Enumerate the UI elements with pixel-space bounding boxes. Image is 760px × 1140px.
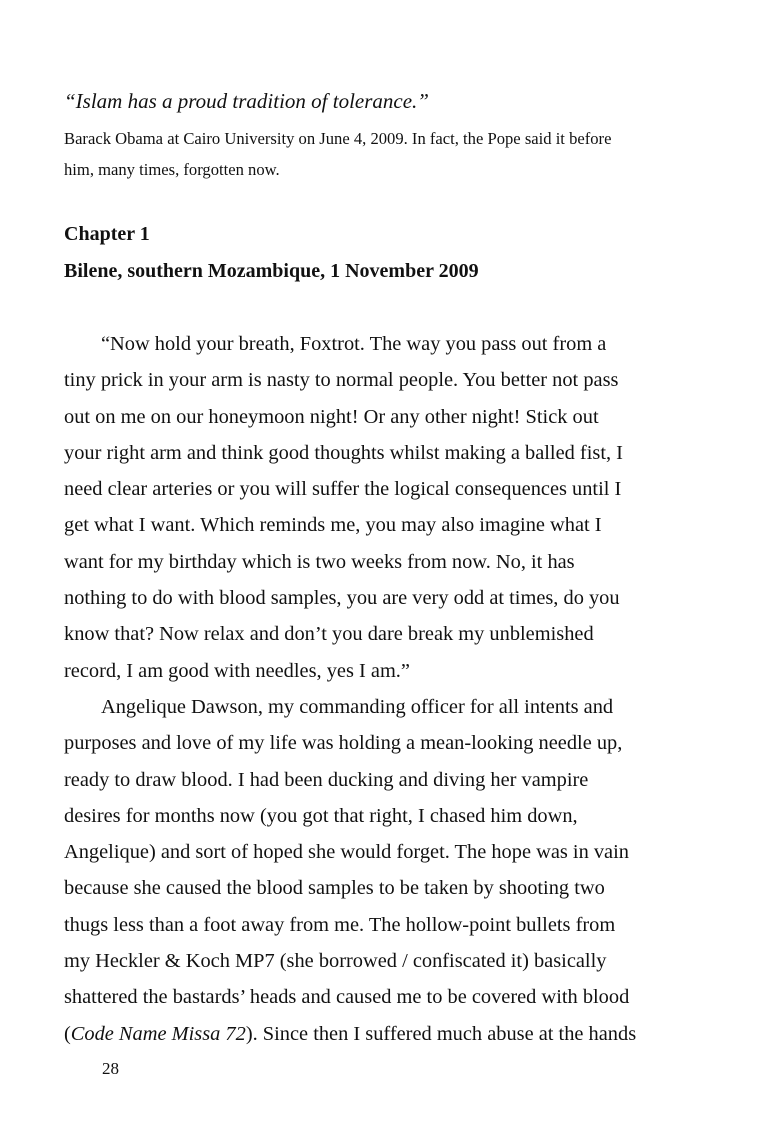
chapter-subtitle: Bilene, southern Mozambique, 1 November 2009 <box>64 260 479 282</box>
epigraph-attribution-line: him, many times, forgotten now. <box>64 160 280 179</box>
epigraph-attribution-line: Barack Obama at Cairo University on June 4, 2009. In fact, the Pope said it before <box>64 129 612 148</box>
paragraph-1-line: record, I am good with needles, yes I am.” <box>64 659 410 682</box>
paragraph-1-line: want for my birthday which is two weeks from now. No, it has <box>64 550 575 573</box>
paragraph-2-line: because she caused the blood samples to be taken by shooting two <box>64 877 605 900</box>
paragraph-1-line: “Now hold your breath, Foxtrot. The way you pass out from a <box>101 333 607 355</box>
paragraph-1-line: get what I want. Which reminds me, you may also imagine what I <box>64 514 602 537</box>
paragraph-2-line: shattered the bastards’ heads and caused me to be covered with blood <box>64 986 630 1009</box>
paragraph-1-line: tiny prick in your arm is nasty to normal people. You better not pass <box>64 369 619 392</box>
paragraph-1-line: need clear arteries or you will suffer the logical consequences until I <box>64 478 622 501</box>
paragraph-1-line: know that? Now relax and don’t you dare break my unblemished <box>64 623 594 646</box>
paragraph-1-line: out on me on our honeymoon night! Or any other night! Stick out <box>64 405 599 428</box>
paragraph-1-line: nothing to do with blood samples, you are very odd at times, do you <box>64 587 620 610</box>
paragraph-2-line: desires for months now (you got that right, I chased him down, <box>64 804 578 827</box>
paren-open: ( <box>64 1022 71 1045</box>
epigraph-quote: “Islam has a proud tradition of tolerance.” <box>64 89 429 113</box>
paragraph-2-line: ready to draw blood. I had been ducking and diving her vampire <box>64 768 589 791</box>
book-title-reference: Code Name Missa 72 <box>70 1022 246 1045</box>
paragraph-2-line: Angelique Dawson, my commanding officer for all intents and <box>101 695 614 718</box>
chapter-title: Chapter 1 <box>64 223 150 245</box>
body-text <box>64 326 664 1052</box>
paragraph-2-line: purposes and love of my life was holding a mean-looking needle up, <box>64 732 623 755</box>
epigraph-attribution <box>64 123 664 185</box>
paragraph-2-line: my Heckler & Koch MP7 (she borrowed / confiscated it) basically <box>64 950 607 973</box>
paragraph-2-line <box>64 1016 664 1052</box>
paragraph-1-line: your right arm and think good thoughts whilst making a balled fist, I <box>64 441 623 464</box>
line-remainder: ). Since then I suffered much abuse at the hands <box>245 1022 637 1045</box>
page-number: 28 <box>102 1059 119 1078</box>
paragraph-2-line: Angelique) and sort of hoped she would forget. The hope was in vain <box>64 841 629 864</box>
paragraph-2-line: thugs less than a foot away from me. The hollow-point bullets from <box>64 913 616 936</box>
